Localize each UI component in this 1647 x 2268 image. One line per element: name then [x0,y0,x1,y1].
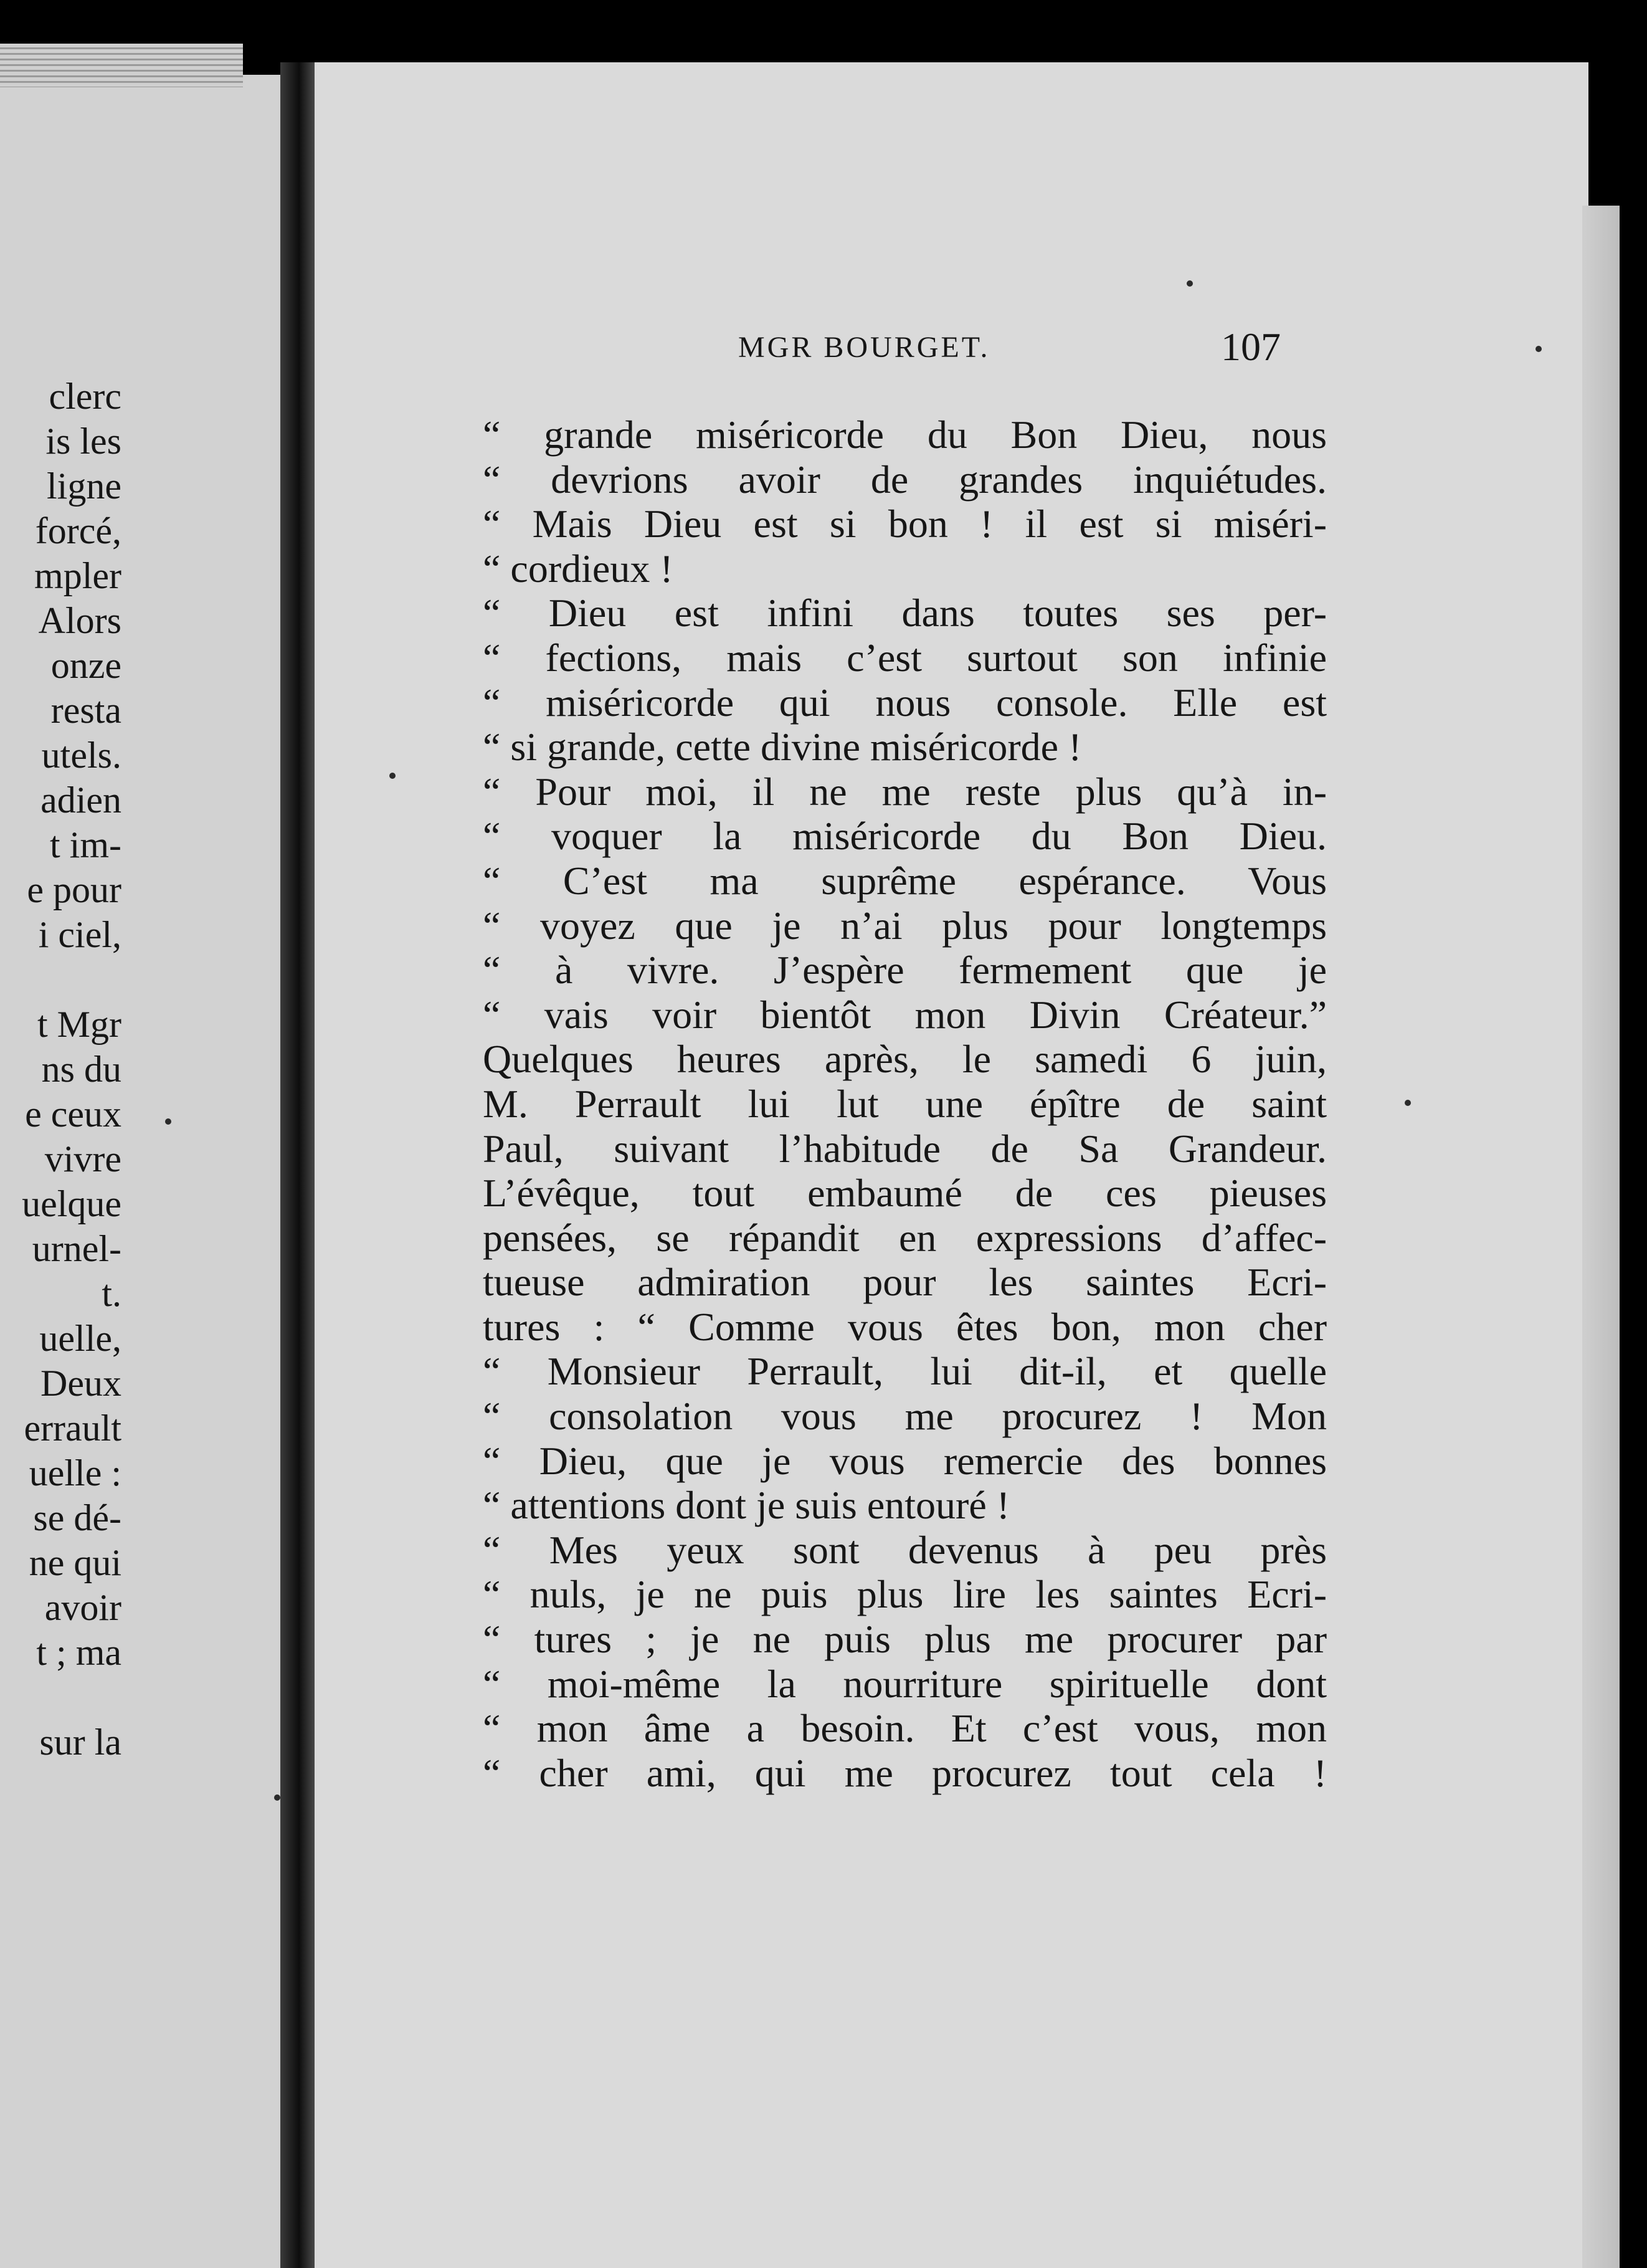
text-line: “ cordieux ! [483,546,673,591]
text-line: vivre [44,1138,121,1179]
text-line: onze [50,645,121,686]
text-line: e pour [27,869,121,910]
text-line: M. Perrault lui lut une épître de saint [483,1081,1327,1126]
page-stack-edge [1582,206,1620,2268]
text-line: “ moi-même la nourriture spirituelle dont [483,1661,1327,1706]
text-line: “ Dieu est infini dans toutes ses per- [483,591,1327,636]
text-line: uelle : [29,1452,121,1494]
text-line: “ si grande, cette divine miséricorde ! [483,725,1082,770]
text-line: “ consolation vous me procurez ! Mon [483,1394,1327,1439]
page-number: 107 [1221,325,1281,369]
text-line: t Mgr [37,1004,121,1045]
text-line: “ grande miséricorde du Bon Dieu, nous [483,412,1327,457]
text-line: avoir [44,1587,121,1628]
text-line: urnel- [32,1228,121,1269]
text-line: e ceux [25,1094,121,1135]
ink-speck [165,1118,171,1125]
text-line: ligne [47,465,121,507]
ink-speck [1405,1100,1411,1106]
ink-speck [1187,280,1193,287]
text-line: adien [40,779,121,821]
text-line: “ C’est ma suprême espérance. Vous [483,858,1327,903]
text-line: Deux [40,1363,121,1404]
text-line: “ miséricorde qui nous console. Elle est [483,680,1327,725]
running-head: MGR BOURGET. [738,331,990,364]
text-line: Paul, suivant l’habitude de Sa Grandeur. [483,1126,1327,1171]
text-line: errault [24,1408,121,1449]
text-line: “ Monsieur Perrault, lui dit-il, et quelle [483,1349,1327,1394]
text-line: uelle, [39,1318,121,1359]
text-line: “ vais voir bientôt mon Divin Créateur.” [483,992,1327,1037]
text-line: Alors [38,600,121,641]
text-line: is les [45,421,121,462]
text-line: “ Mes yeux sont devenus à peu près [483,1527,1327,1572]
text-line: “ devrions avoir de grandes inquiétudes. [483,457,1327,502]
ink-speck [1535,346,1542,352]
text-line: i ciel, [38,914,121,955]
text-line: tures : “ Comme vous êtes bon, mon cher [483,1304,1327,1349]
text-line: pensées, se répandit en expressions d’affec- [483,1215,1327,1260]
ink-speck [274,1794,280,1801]
text-line: “ attentions dont je suis entouré ! [483,1483,1010,1528]
text-line: forcé, [35,510,121,551]
text-line: resta [50,690,121,731]
text-line: L’évêque, tout embaumé de ces pieuses [483,1171,1327,1216]
text-line: Quelques heures après, le samedi 6 juin, [483,1037,1327,1082]
text-line: t ; ma [36,1632,121,1673]
text-line [0,1675,121,1720]
text-line: “ voyez que je n’ai plus pour longtemps [483,903,1327,948]
text-line: tueuse admiration pour les saintes Ecri- [483,1260,1327,1305]
text-line: “ fections, mais c’est surtout son infinie [483,635,1327,680]
text-line: “ tures ; je ne puis plus me procurer par [483,1617,1327,1662]
text-line: sur la [39,1722,121,1763]
book-gutter [280,62,318,2268]
text-line: clerc [49,376,121,417]
text-line: ns du [41,1049,121,1090]
text-line: “ nuls, je ne puis plus lire les saintes Ecri- [483,1572,1327,1617]
text-line: uelque [22,1183,121,1224]
text-line: “ Mais Dieu est si bon ! il est si miséri- [483,502,1327,546]
text-line: mpler [34,555,121,596]
text-line: “ Dieu, que je vous remercie des bonnes [483,1438,1327,1483]
text-line: “ cher ami, qui me procurez tout cela ! [483,1750,1327,1795]
ink-speck [389,773,396,779]
text-line: “ Pour moi, il ne me reste plus qu’à in- [483,769,1327,814]
page-body [483,412,1327,1795]
text-line: se dé- [33,1497,121,1538]
text-line [0,957,121,1002]
text-line: t im- [50,824,121,865]
previous-page-edge [0,44,243,87]
text-line: “ mon âme a besoin. Et c’est vous, mon [483,1706,1327,1751]
text-line: t. [102,1273,121,1314]
text-line: utels. [41,735,121,776]
text-line: ne qui [29,1542,121,1583]
previous-page-text [0,374,121,1765]
text-line: “ voquer la miséricorde du Bon Dieu. [483,814,1327,859]
text-line: “ à vivre. J’espère fermement que je [483,948,1327,993]
